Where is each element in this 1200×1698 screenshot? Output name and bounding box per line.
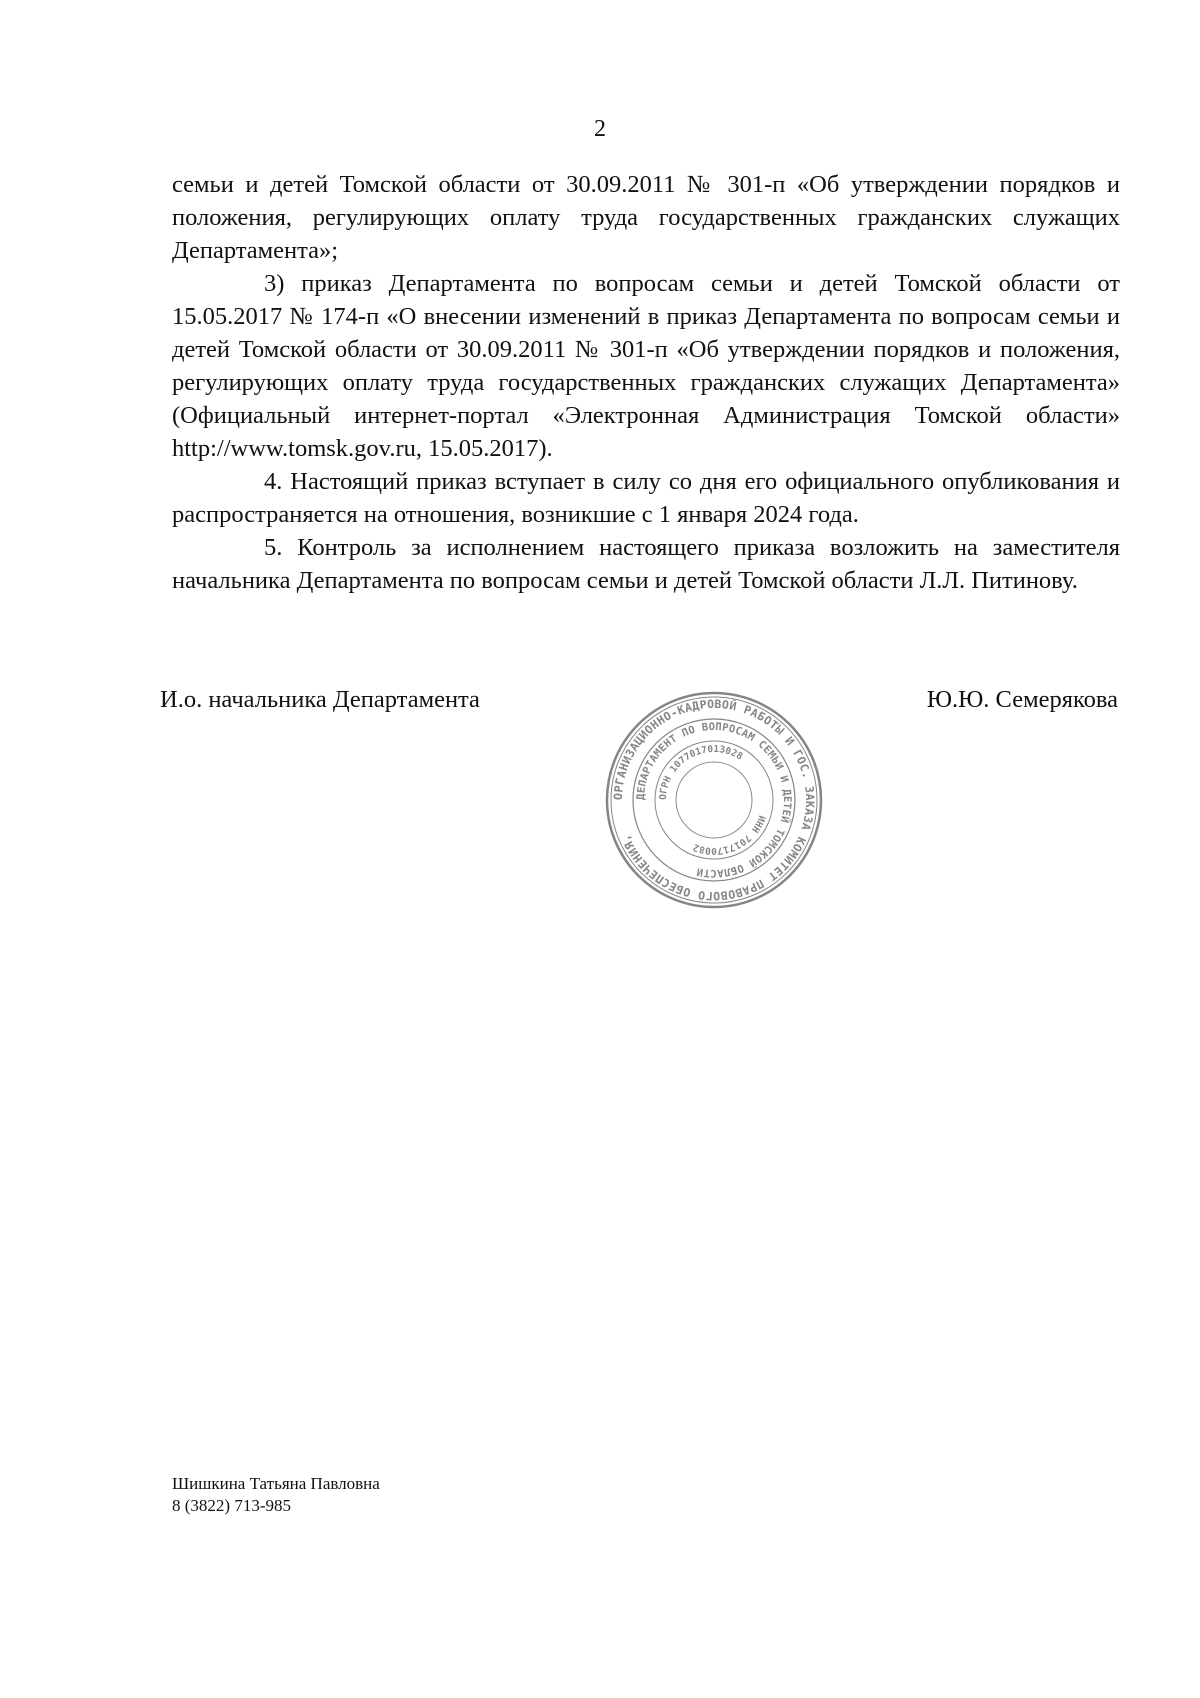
body-paragraph-item-5: 5. Контроль за исполнением настоящего приказа возложить на заместителя начальника Департамента по вопросам семьи и детей Томской области Л.Л. Питинову. — [172, 534, 1120, 594]
body-paragraph-item-3: 3) приказ Департамента по вопросам семьи и детей Томской области от 15.05.2017 № 174-п «О внесении изменений в приказ Департамента по вопросам семьи и детей Томской области от 30.09.2011 № 301-п «Об утверждении порядков и положения, регулирующих оплату труда государственных гражданских служащих Департамента» (Официальный интернет-портал «Электронная Администрация Томской области» http://www.tomsk.gov.ru, 15.05.2017). — [172, 270, 1120, 462]
signatory-position: И.о. начальника Департамента — [160, 686, 480, 713]
signatory-name: Ю.Ю. Семерякова — [926, 686, 1118, 713]
seal-inn-text: ИНН 7017170082 — [691, 813, 768, 857]
body-paragraph-item-4: 4. Настоящий приказ вступает в силу со дня его официального опубликования и распространяется на отношения, возникшие с 1 января 2024 года. — [172, 468, 1120, 528]
executor-contact — [172, 1473, 380, 1517]
seal-ogrn-text: ОГРН 1077017013028 — [657, 743, 745, 801]
body-paragraph-continuation: семьи и детей Томской области от 30.09.2011 № 301-п «Об утверждении порядков и положения, регулирующих оплату труда государственных гражданских служащих Департамента»; — [172, 171, 1120, 264]
seal-outer-text: ОРГАНИЗАЦИОННО-КАДРОВОЙ РАБОТЫ И ГОС. ЗАКАЗА КОМИТЕТ ПРАВОВОГО ОБЕСПЕЧЕНИЯ, — [610, 696, 818, 904]
executor-phone: 8 (3822) 713-985 — [172, 1496, 291, 1515]
seal-inner-text: ДЕПАРТАМЕНТ ПО ВОПРОСАМ СЕМЬИ И ДЕТЕЙ ТОМСКОЙ ОБЛАСТИ — [634, 720, 794, 880]
executor-name: Шишкина Татьяна Павловна — [172, 1474, 380, 1493]
page-number: 2 — [594, 116, 606, 142]
seal-graphic — [604, 690, 824, 910]
document-body — [172, 168, 1120, 597]
svg-text:ОГРН 1077017013028 — [658, 744, 745, 800]
official-seal-stamp — [604, 690, 824, 910]
